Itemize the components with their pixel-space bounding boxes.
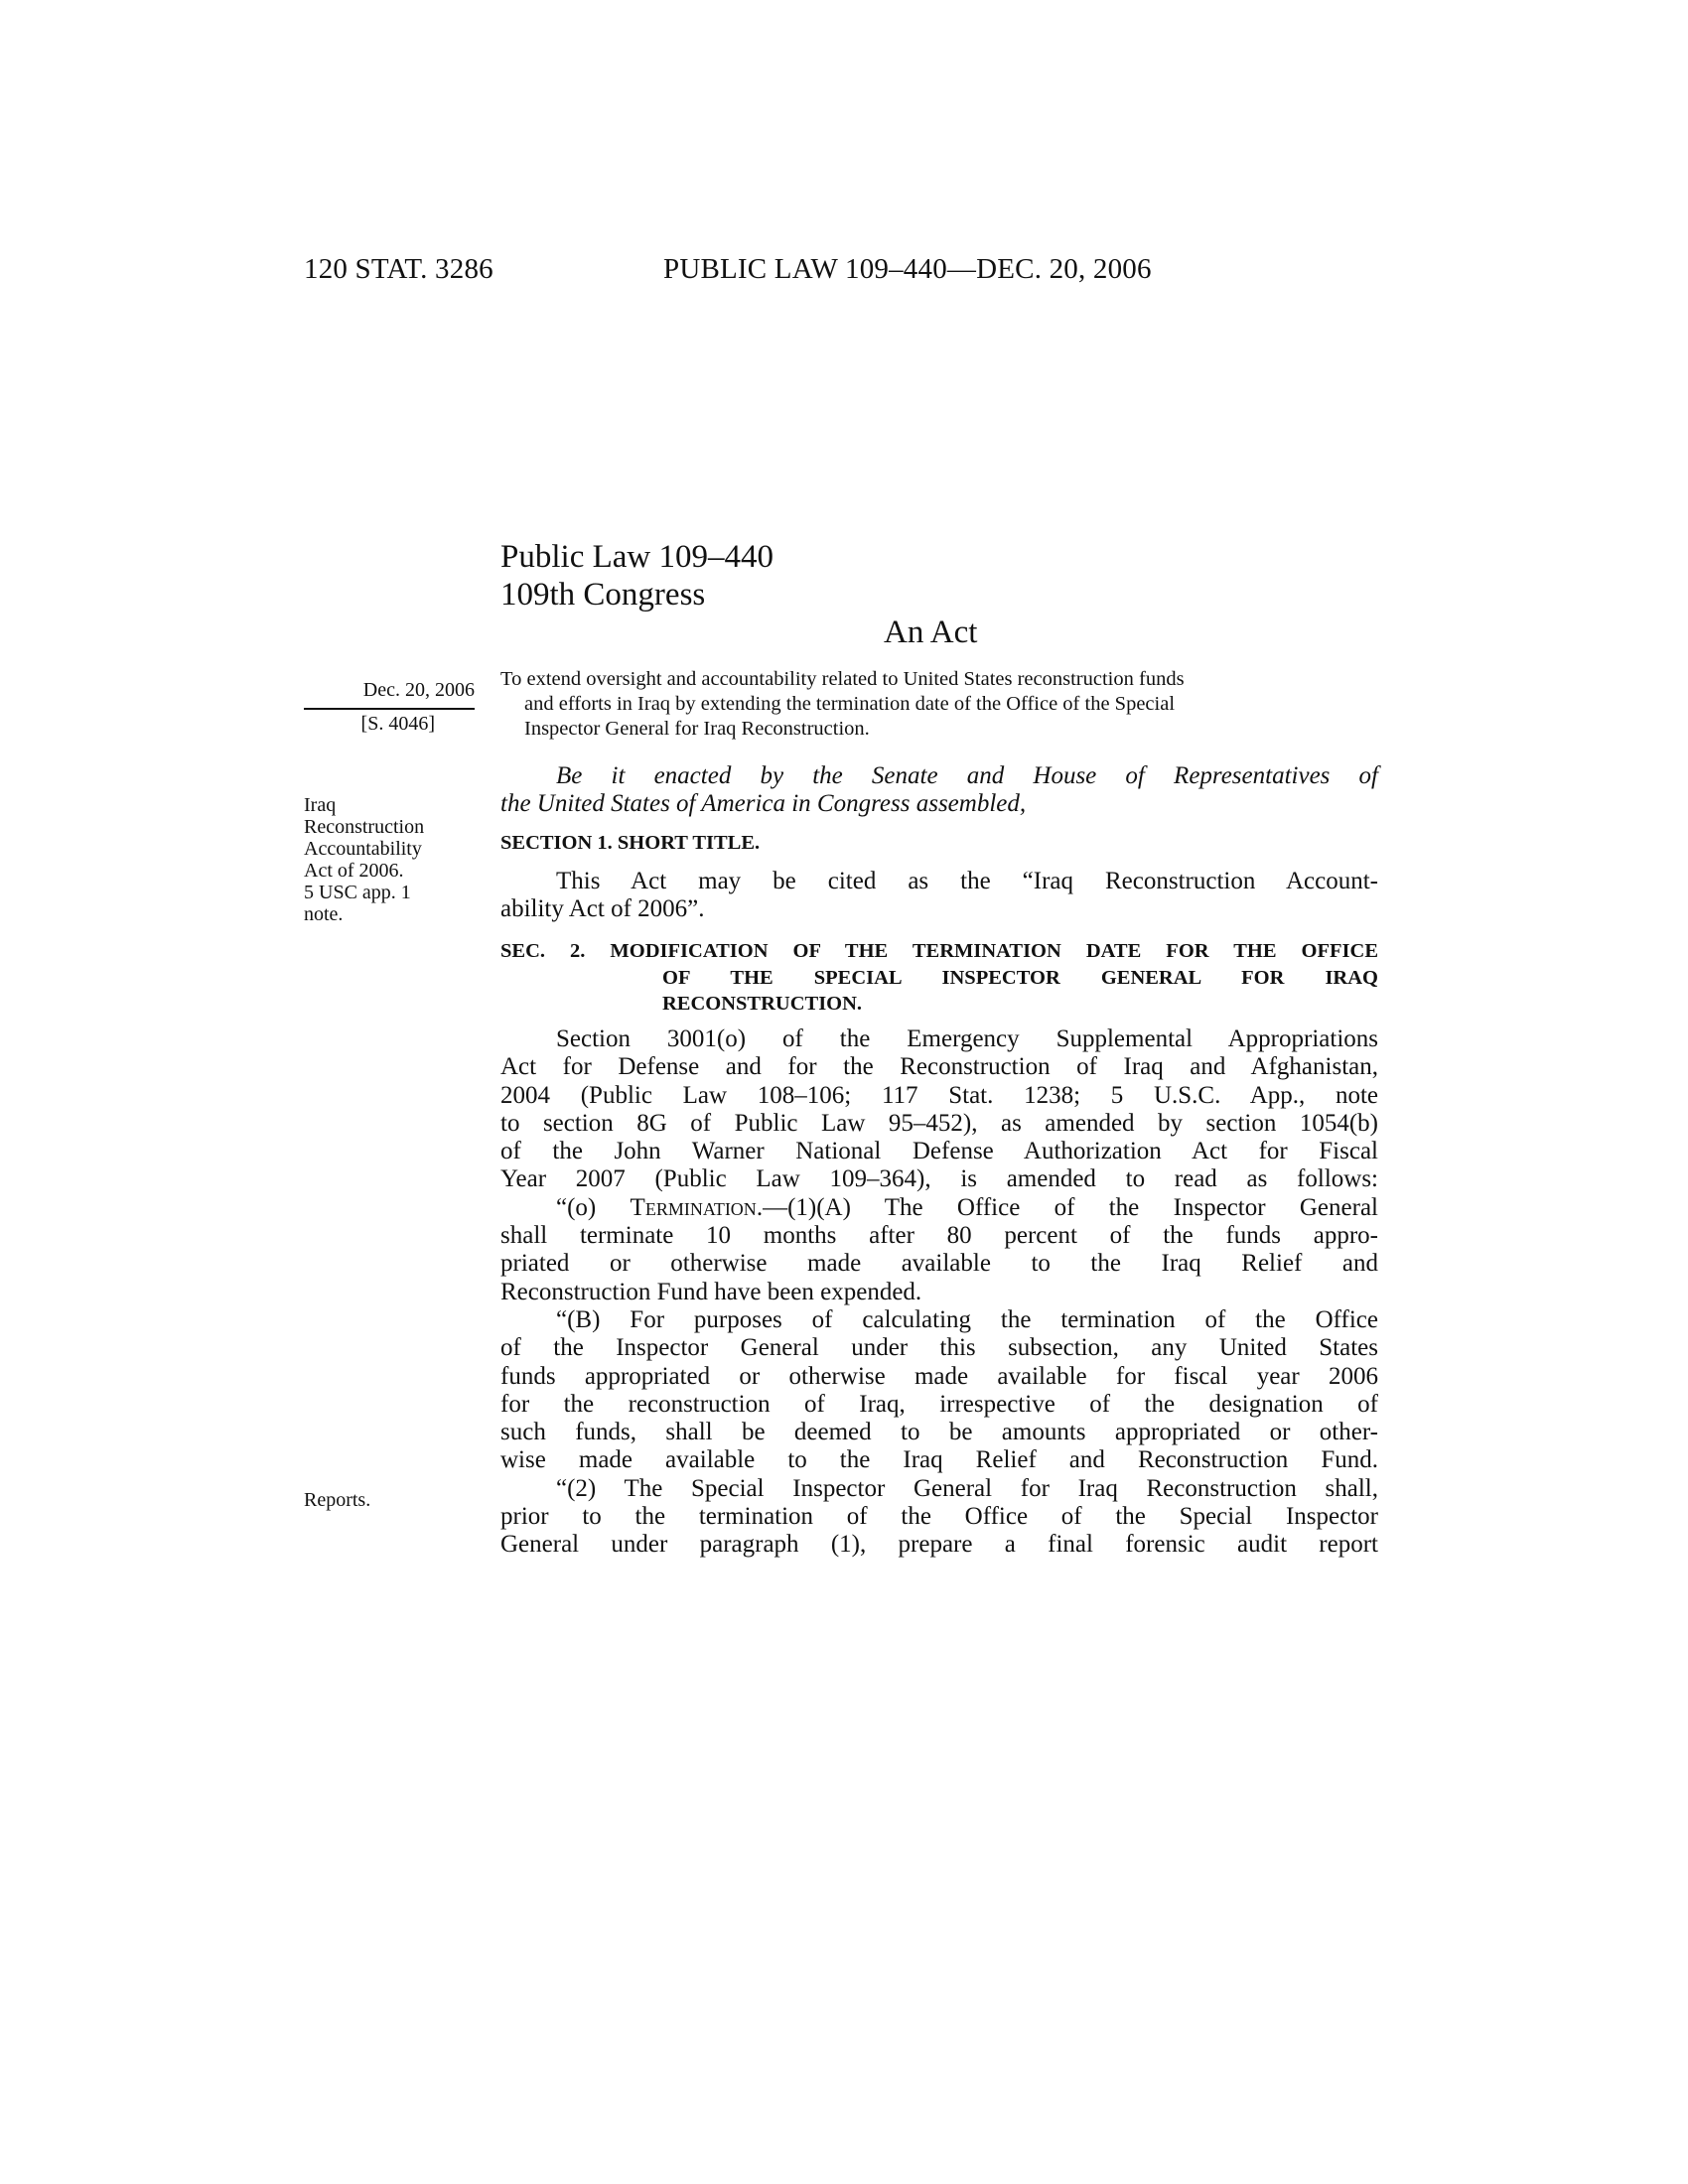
body-line: priated or otherwise made available to the Iraq Relief and — [500, 1250, 1378, 1278]
enacting-clause — [500, 762, 1378, 819]
body-line: of the Inspector General under this subsection, any United States — [500, 1334, 1378, 1362]
termination-small-caps: Termination — [630, 1193, 757, 1221]
body-line: “(B) For purposes of calculating the termination of the Office — [556, 1305, 1378, 1333]
section-1-heading: SECTION 1. SHORT TITLE. — [500, 832, 761, 854]
section-2-heading-line: RECONSTRUCTION. — [662, 993, 863, 1015]
body-line: General under paragraph (1), prepare a final forensic audit report — [500, 1531, 1378, 1559]
body-line: such funds, shall be deemed to be amounts appropriated or other- — [500, 1419, 1378, 1446]
purpose-line: To extend oversight and accountability related to United States reconstruction funds — [500, 668, 1185, 690]
law-title: Public Law 109–440 — [500, 539, 774, 575]
body-line: Reconstruction Fund have been expended. — [500, 1278, 922, 1305]
margin-note-line: Act of 2006. — [304, 860, 404, 882]
section-2-heading — [500, 938, 1378, 1018]
margin-note-line: 5 USC app. 1 — [304, 882, 411, 903]
section-2-heading-line: SEC. 2. MODIFICATION OF THE TERMINATION DATE FOR THE OFFICE — [500, 940, 1378, 962]
section-1-text — [500, 868, 1378, 924]
purpose-line: Inspector General for Iraq Reconstruction. — [524, 718, 870, 740]
body-line: prior to the termination of the Office of the Special Inspector — [500, 1503, 1378, 1531]
margin-short-title-note — [304, 794, 463, 925]
body-line: of the John Warner National Defense Authorization Act for Fiscal — [500, 1138, 1378, 1165]
body-line: for the reconstruction of Iraq, irrespective of the designation of — [500, 1390, 1378, 1418]
margin-note-line: Iraq — [304, 794, 337, 816]
body-line: funds appropriated or otherwise made available for fiscal year 2006 — [500, 1362, 1378, 1390]
section-1-line: ability Act of 2006”. — [500, 895, 705, 923]
margin-reports-note: Reports. — [304, 1489, 371, 1511]
page-stat-reference: 120 STAT. 3286 — [304, 253, 493, 285]
section-1-line: This Act may be cited as the “Iraq Reconstruction Account- — [556, 868, 1378, 894]
purpose-line: and efforts in Iraq by extending the termination date of the Office of the Special — [524, 693, 1176, 715]
margin-enactment-date: Dec. 20, 2006 — [304, 679, 475, 710]
body-line: wise made available to the Iraq Relief and Reconstruction Fund. — [500, 1446, 1378, 1474]
termination-lead: “(o) — [556, 1193, 631, 1221]
body-line: to section 8G of Public Law 95–452), as amended by section 1054(b) — [500, 1109, 1378, 1137]
body-line: shall terminate 10 months after 80 percent of the funds appro- — [500, 1222, 1378, 1250]
margin-note-line: Accountability — [304, 838, 422, 860]
termination-line — [500, 1194, 1378, 1222]
act-purpose — [500, 667, 1378, 742]
congress-label: 109th Congress — [500, 577, 706, 613]
body-line: Section 3001(o) of the Emergency Supplemental Appropriations — [556, 1025, 1378, 1052]
body-line: 2004 (Public Law 108–106; 117 Stat. 1238; 5 U.S.C. App., note — [500, 1081, 1378, 1109]
page-running-head: PUBLIC LAW 109–440—DEC. 20, 2006 — [663, 253, 1152, 285]
body-line: Act for Defense and for the Reconstruction of Iraq and Afghanistan, — [500, 1053, 1378, 1081]
margin-note-line: note. — [304, 903, 344, 925]
margin-note-line: Reconstruction — [304, 816, 425, 838]
an-act-heading: An Act — [884, 614, 978, 650]
termination-first-text: .—(1)(A) The Office of the Inspector General — [756, 1193, 1378, 1221]
body-line: “(2) The Special Inspector General for Iraq Reconstruction shall, — [556, 1474, 1378, 1502]
margin-bill-number: [S. 4046] — [360, 713, 435, 735]
section-2-heading-line: OF THE SPECIAL INSPECTOR GENERAL FOR IRAQ — [662, 966, 1378, 989]
enacting-line: Be it enacted by the Senate and House of Representatives of — [556, 762, 1378, 789]
enacting-line: the United States of America in Congress assembled, — [500, 790, 1027, 818]
body-line: Year 2007 (Public Law 109–364), is amended to read as follows: — [500, 1165, 1378, 1193]
section-2-body — [500, 1025, 1378, 1560]
